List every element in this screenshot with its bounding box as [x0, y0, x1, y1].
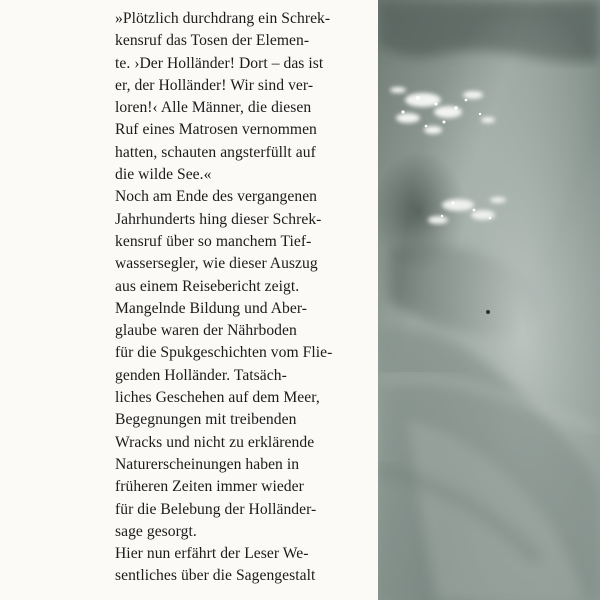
text-line: Naturerscheinungen haben in: [115, 455, 300, 473]
text-line: liches Geschehen auf dem Meer,: [115, 389, 320, 407]
text-line: wassersegler, wie dieser Auszug: [115, 255, 318, 273]
text-line: sage gesorgt.: [115, 522, 197, 540]
paragraph-intro: [115, 543, 377, 588]
text-line: die wilde See.«: [115, 166, 212, 184]
sea-painting: [378, 0, 600, 600]
text-line: für die Belebung der Holländer-: [115, 500, 317, 518]
text-line: Jahrhunderts hing dieser Schrek-: [115, 210, 322, 228]
text-line: genden Holländer. Tatsäch-: [115, 366, 287, 384]
text-line: kensruf das Tosen der Elemen-: [115, 32, 310, 50]
sea-illustration: [378, 0, 600, 600]
text-line: hatten, schauten angsterfüllt auf: [115, 143, 316, 161]
text-line: Mangelnde Bildung und Aber-: [115, 299, 308, 317]
text-line: früheren Zeiten immer wieder: [115, 478, 304, 496]
text-line: sentliches über die Sagengestalt: [115, 567, 316, 585]
paragraph-quote: [115, 8, 377, 186]
text-line: Hier nun erfährt der Leser We-: [115, 545, 309, 563]
text-line: Noch am Ende des vergangenen: [115, 188, 318, 206]
text-line: glaube waren der Nährboden: [115, 322, 297, 340]
text-line: »Plötzlich durchdrang ein Schrek-: [115, 10, 331, 27]
text-line: te. ›Der Holländer! Dort – das ist: [115, 54, 324, 72]
body-text: [115, 8, 377, 588]
text-line: er, der Holländer! Wir sind ver-: [115, 76, 314, 94]
dark-speck: [486, 310, 490, 314]
text-line: aus einem Reisebericht zeigt.: [115, 277, 300, 295]
text-line: Ruf eines Matrosen vernommen: [115, 121, 317, 139]
text-line: loren!‹ Alle Männer, die diesen: [115, 99, 312, 117]
text-line: Begegnungen mit treibenden: [115, 411, 297, 429]
text-line: für die Spukgeschichten vom Flie-: [115, 344, 333, 362]
text-line: Wracks und nicht zu erklärende: [115, 433, 315, 451]
paragraph-explanation: [115, 186, 377, 543]
text-line: kensruf über so manchem Tief-: [115, 232, 312, 250]
